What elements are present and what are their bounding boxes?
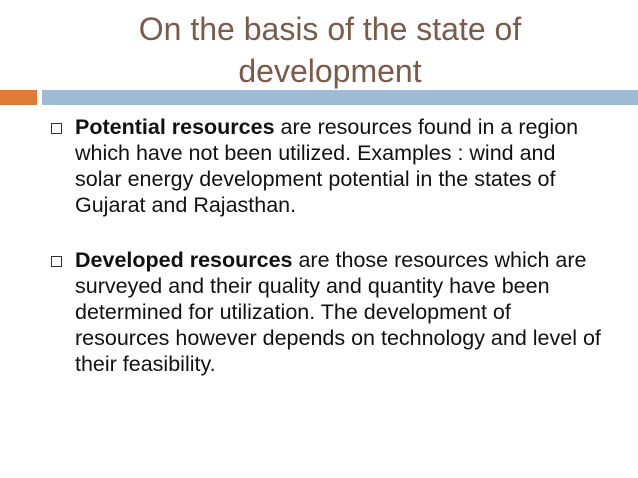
bullet-term: Developed resources bbox=[75, 248, 293, 272]
bullet-term: Potential resources bbox=[75, 115, 275, 139]
bullet-text bbox=[75, 247, 605, 377]
title-accent-bar-orange bbox=[0, 90, 37, 105]
slide-content bbox=[46, 114, 616, 406]
bullet-text bbox=[75, 114, 605, 218]
bullet-description: are resources found in a region which have not been utilized. Examples : wind and solar energy development potential in the states of Gujarat and Rajasthan. bbox=[75, 115, 579, 217]
square-bullet-icon bbox=[51, 123, 62, 134]
square-bullet-icon bbox=[51, 256, 62, 267]
title-accent-bar-blue bbox=[42, 90, 638, 105]
bullet-description: are those resources which are surveyed and their quality and quantity have been determined for utilization. The development of resources however depends on technology and level of their feasibility. bbox=[75, 248, 601, 376]
bullet-potential-resources bbox=[46, 114, 616, 218]
bullet-developed-resources bbox=[46, 247, 616, 377]
slide-title: On the basis of the state of development bbox=[138, 11, 522, 89]
